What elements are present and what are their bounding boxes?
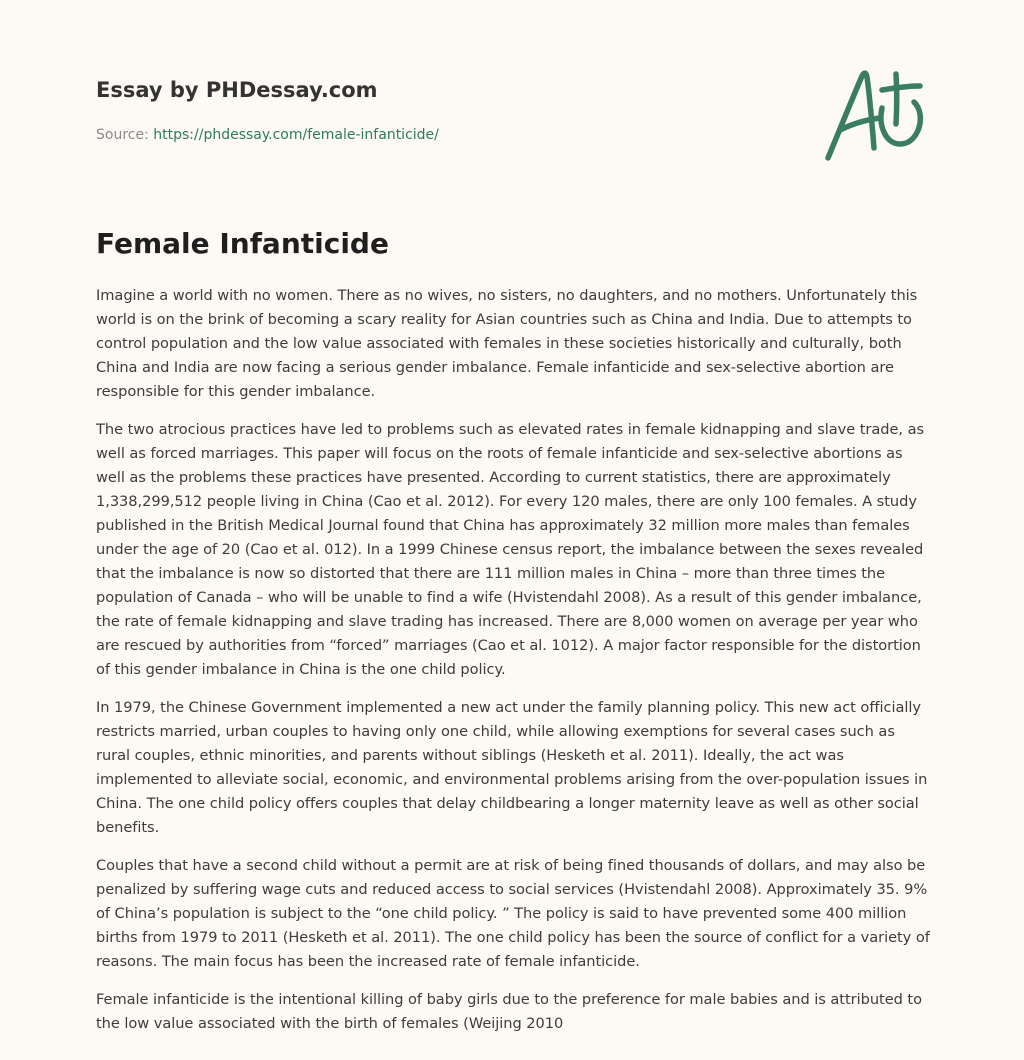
essay-paragraph: Couples that have a second child without a permit are at risk of being fined thousands of dollars, and may also be penalized by suffering wage cuts and reduced access to social services (Hvistendahl 2008). Approximately 35. 9% of China’s population is subject to the “one child policy. ” The policy is said to have prevented some 400 million births from 1979 to 2011 (Hesketh et al. 2011). The one child policy has been the source of conflict for a variety of reasons. The main focus has been the increased rate of female infanticide.	[96, 857, 930, 970]
essay-body	[96, 284, 930, 1050]
essay-paragraph: Female infanticide is the intentional killing of baby girls due to the preference for male babies and is attributed to the low value associated with the birth of females (Weijing 2010	[96, 991, 922, 1032]
essay-paragraph: The two atrocious practices have led to problems such as elevated rates in female kidnapping and slave trade, as well as forced marriages. This paper will focus on the roots of female infanticide and sex-selective abortions as well as the problems these practices have presented. According to current statistics, there are approximately 1,338,299,512 people living in China (Cao et al. 2012). For every 120 males, there are only 100 females. A study published in the British Medical Journal found that China has approximately 32 million more males than females under the age of 20 (Cao et al. 012). In a 1999 Chinese census report, the imbalance between the sexes revealed that the imbalance is now so distorted that there are 111 million males in China – more than three times the population of Canada – who will be unable to find a wife (Hvistendahl 2008). As a result of this gender imbalance, the rate of female kidnapping and slave trading has increased. There are 8,000 women on average per year who are rescued by authorities from “forced” marriages (Cao et al. 1012). A major factor responsible for the distortion of this gender imbalance in China is the one child policy.	[96, 421, 925, 678]
source-link[interactable]: https://phdessay.com/female-infanticide/	[153, 127, 439, 143]
essay-paragraph: Imagine a world with no women. There as no wives, no sisters, no daughters, and no mothers. Unfortunately this world is on the brink of becoming a scary reality for Asian countries such as China and India. Due to attempts to control population and the low value associated with females in these societies historically and culturally, both China and India are now facing a serious gender imbalance. Female infanticide and sex-selective abortion are responsible for this gender imbalance.	[96, 287, 918, 400]
page-header	[96, 76, 928, 145]
source-label: Source:	[96, 127, 149, 143]
source-line	[96, 125, 928, 145]
essay-title: Female Infanticide	[96, 227, 389, 260]
site-brand: Essay by PHDessay.com	[96, 78, 378, 102]
essay-paragraph: In 1979, the Chinese Government implemented a new act under the family planning policy. This new act officially restricts married, urban couples to having only one child, while allowing exemptions for several cases such as rural couples, ethnic minorities, and parents without siblings (Hesketh et al. 2011). Ideally, the act was implemented to alleviate social, economic, and environmental problems arising from the over-population issues in China. The one child policy offers couples that delay childbearing a longer maternity leave as well as other social benefits.	[96, 699, 928, 836]
a-plus-grade-icon	[824, 68, 928, 164]
